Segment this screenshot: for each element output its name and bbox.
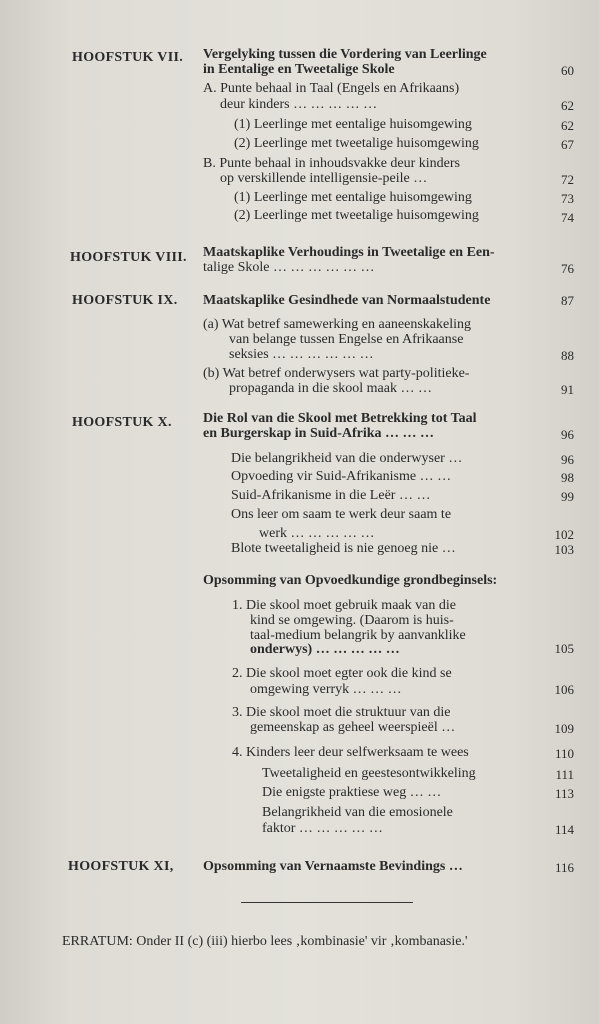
page-number: 98	[561, 470, 574, 485]
toc-line: HOOFSTUK IX.	[72, 293, 178, 308]
toc-line: 1. Die skool moet gebruik maak van die	[232, 598, 456, 613]
toc-line: van belange tussen Engelse en Afrikaanse	[229, 332, 464, 347]
toc-line: op verskillende intelligensie-peile …	[220, 171, 428, 186]
toc-line: B. Punte behaal in inhoudsvakke deur kinders	[203, 156, 461, 171]
page-number: 111	[555, 767, 574, 782]
page-number: 106	[554, 682, 574, 697]
toc-line: Die enigste praktiese weg … …	[262, 785, 442, 800]
toc-line: Opsomming van Opvoedkundige grondbeginsels:	[203, 573, 498, 588]
page-number: 99	[561, 489, 574, 504]
toc-line: 4. Kinders leer deur selfwerksaam te wees	[232, 745, 469, 760]
page-number: 74	[561, 210, 574, 225]
page-number: 113	[554, 786, 574, 801]
toc-line: Maatskaplike Verhoudings in Tweetalige en Een-	[203, 245, 495, 260]
toc-line: talige Skole … … … … … …	[203, 260, 375, 275]
toc-line: omgewing verryk … … …	[250, 682, 402, 697]
toc-line: ERRATUM: Onder II (c) (iii) hierbo lees ‚kombinasie' vir ‚kombanasie.'	[62, 934, 468, 949]
toc-line: (1) Leerlinge met eentalige huisomgewing	[234, 117, 472, 132]
toc-line: A. Punte behaal in Taal (Engels en Afrikaans)	[203, 81, 460, 96]
page-number: 109	[554, 721, 574, 736]
page-number: 87	[561, 293, 574, 308]
page-number: 114	[554, 822, 574, 837]
page-number: 76	[561, 261, 574, 276]
toc-line: faktor … … … … …	[262, 821, 383, 836]
toc-line: (2) Leerlinge met tweetalige huisomgewing	[234, 136, 479, 151]
toc-line: in Eentalige en Tweetalige Skole	[203, 62, 395, 77]
toc-line: Suid-Afrikanisme in die Leër … …	[231, 488, 431, 503]
toc-line: 2. Die skool moet egter ook die kind se	[232, 666, 452, 681]
page-number: 62	[561, 98, 574, 113]
page-number: 96	[561, 452, 574, 467]
page-number: 102	[554, 527, 574, 542]
toc-line: gemeenskap as geheel weerspieël …	[250, 720, 456, 735]
toc-line: deur kinders … … … … …	[220, 97, 378, 112]
page-number: 72	[561, 172, 574, 187]
page-number: 73	[561, 191, 574, 206]
page-number: 105	[554, 641, 574, 656]
page-number: 88	[561, 348, 574, 363]
page-number: 62	[561, 118, 574, 133]
page-number: 110	[554, 746, 574, 761]
toc-line: seksies … … … … … …	[229, 347, 374, 362]
toc-line: werk … … … … …	[259, 526, 375, 541]
page-number: 96	[561, 427, 574, 442]
page-number: 116	[554, 860, 574, 875]
toc-line: Maatskaplike Gesindhede van Normaalstudente	[203, 293, 491, 308]
toc-line: HOOFSTUK VII.	[72, 50, 183, 65]
page-number: 67	[561, 137, 574, 152]
toc-line: Die belangrikheid van die onderwyser …	[231, 451, 463, 466]
page-number: 103	[554, 542, 574, 557]
toc-line: onderwys) … … … … …	[250, 642, 400, 657]
toc-line: Opsomming van Vernaamste Bevindings …	[203, 859, 463, 874]
toc-line: (1) Leerlinge met eentalige huisomgewing	[234, 190, 472, 205]
toc-line: HOOFSTUK X.	[72, 415, 172, 430]
toc-line: Opvoeding vir Suid-Afrikanisme … …	[231, 469, 452, 484]
toc-line: 3. Die skool moet die struktuur van die	[232, 705, 451, 720]
toc-line: kind se omgewing. (Daarom is huis-	[250, 613, 454, 628]
toc-line: Blote tweetaligheid is nie genoeg nie …	[231, 541, 456, 556]
toc-line: (b) Wat betref onderwysers wat party-politieke-	[203, 366, 470, 381]
page-number: 91	[561, 382, 574, 397]
toc-line: Vergelyking tussen die Vordering van Leerlinge	[203, 47, 487, 62]
toc-line: HOOFSTUK VIII.	[70, 250, 187, 265]
toc-line: en Burgerskap in Suid-Afrika … … …	[203, 426, 435, 441]
toc-line: Belangrikheid van die emosionele	[262, 805, 453, 820]
separator-rule	[241, 902, 413, 903]
toc-line: (2) Leerlinge met tweetalige huisomgewing	[234, 208, 479, 223]
toc-line: Tweetaligheid en geestesontwikkeling	[262, 766, 476, 781]
toc-line: Ons leer om saam te werk deur saam te	[231, 507, 452, 522]
toc-line: propaganda in die skool maak … …	[229, 381, 432, 396]
toc-line: Die Rol van die Skool met Betrekking tot Taal	[203, 411, 477, 426]
toc-line: taal-medium belangrik by aanvanklike	[250, 628, 466, 643]
page-number: 60	[561, 63, 574, 78]
toc-line: (a) Wat betref samewerking en aaneenskakeling	[203, 317, 471, 332]
toc-line: HOOFSTUK XI,	[68, 859, 174, 874]
